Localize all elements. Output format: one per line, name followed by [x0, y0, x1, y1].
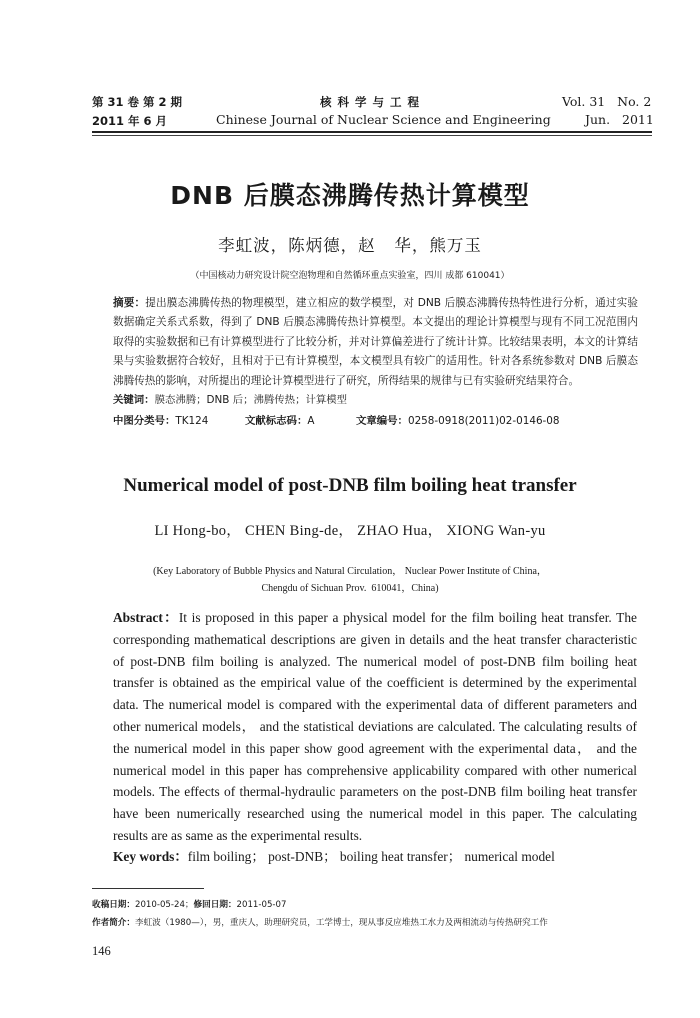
authors-en: LI Hong-bo， CHEN Bing-de， ZHAO Hua， XIONG Wan-yu	[154, 523, 546, 539]
abstract-cn-text: 提出膜态沸腾传热的物理模型，建立相应的数学模型，对 DNB 后膜态沸腾传热特性进行分析，通过实验数据确定关系式系数，得到了 DNB 后膜态沸腾传热计算模型。本文提出的理论计算模型与现有不同工况范围内取得的实验数据和已有计算模型进行了比较分析，并对计算偏差进行了统计计算。比较结果表明，本文的计算结果与实验数据符合较好，且相对于已有计算模型，本文模型具有较广的适用性。针对各系统参数对 DNB 后膜态沸腾传热的影响，对所提出的理论计算模型进行了研究，所得结果的规律与已有实验研究结果符合。	[113, 297, 639, 387]
affiliation-en-line2: Chengdu of Sichuan Prov. 610041，China)	[261, 583, 439, 594]
received-value: 2010-05-24；	[134, 900, 194, 910]
header-rule	[92, 131, 652, 133]
footnote-rule	[92, 888, 204, 889]
classification-doc	[245, 412, 314, 427]
keywords-en-label: Key words：	[113, 849, 188, 864]
date-cn: 2011 年 6 月	[92, 114, 168, 128]
keywords-cn	[113, 391, 638, 410]
journal-name-cn: 核 科 学 与 工 程	[320, 95, 421, 109]
paper-title-cn: DNB 后膜态沸腾传热计算模型	[170, 181, 530, 210]
doc-code-label: 文献标志码：	[245, 415, 308, 427]
footnote-author	[92, 916, 652, 928]
revised-label: 修回日期：	[193, 900, 237, 910]
received-label: 收稿日期：	[92, 900, 135, 910]
abstract-en-text: It is proposed in this paper a physical model for the film boiling heat transfer. The corresponding mathematical descriptions are given in details and the heat transfer characteristic of post-DNB film boiling is analyzed. The numerical model of post-DNB film boiling heat transfer is obtained as the empirical value of the coefficient is determined by the experimental data. The numerical model is compared with the experimental data of different parameters and other numerical models， and the statistical deviations are calculated. The calculating results of the numerical model in this paper show good agreement with the experimental data， and the numerical model in this paper has comprehensive applicability compared with other numerical models. The effects of thermal-hydraulic parameters on the post-DNB film boiling heat transfer have been numerically researched using the numerical model in this paper. The calculating results are as same as the experimental results.	[113, 610, 637, 843]
abstract-en-label: Abstract：	[113, 610, 179, 625]
keywords-cn-label: 关键词：	[113, 394, 155, 406]
clc-value: TK124	[175, 415, 209, 427]
date-en: Jun. 2011	[585, 112, 654, 127]
keywords-en	[113, 846, 637, 868]
footnote-dates	[92, 898, 286, 910]
classification-article	[356, 412, 560, 427]
clc-label: 中图分类号：	[113, 415, 176, 427]
abstract-en	[113, 607, 637, 847]
author-bio-value: 李虹波（1980—），男，重庆人，助理研究员，工学博士，现从事反应堆热工水力及两相流动与传热研究工作	[134, 918, 548, 928]
abstract-cn-label: 摘要：	[113, 297, 146, 309]
revised-value: 2011-05-07	[236, 900, 287, 910]
classification-clc	[113, 412, 208, 427]
page-number: 146	[92, 944, 111, 958]
keywords-cn-text: 膜态沸腾；DNB 后；沸腾传热；计算模型	[154, 394, 348, 406]
author-bio-label: 作者简介：	[92, 918, 135, 928]
keywords-en-text: film boiling； post-DNB； boiling heat transfer； numerical model	[187, 849, 555, 864]
authors-cn: 李虹波，陈炳德，赵 华，熊万玉	[218, 236, 482, 255]
article-number-label: 文章编号：	[356, 415, 408, 427]
header-rule-thin	[92, 135, 652, 136]
abstract-cn	[113, 294, 638, 391]
affiliation-cn: （中国核动力研究设计院空泡物理和自然循环重点实验室，四川 成都 610041）	[190, 271, 510, 281]
volume-issue-en: Vol. 31 No. 2	[562, 94, 652, 109]
paper-title-en: Numerical model of post-DNB film boiling heat transfer	[123, 475, 577, 496]
affiliation-en-line1: (Key Laboratory of Bubble Physics and Natural Circulation， Nuclear Power Institute of China，	[153, 566, 547, 577]
doc-code-value: A	[307, 415, 315, 427]
volume-issue-cn: 第 31 卷 第 2 期	[92, 95, 183, 109]
article-number-value: 0258-0918(2011)02-0146-08	[407, 415, 560, 427]
journal-name-en: Chinese Journal of Nuclear Science and Engineering	[216, 112, 551, 127]
